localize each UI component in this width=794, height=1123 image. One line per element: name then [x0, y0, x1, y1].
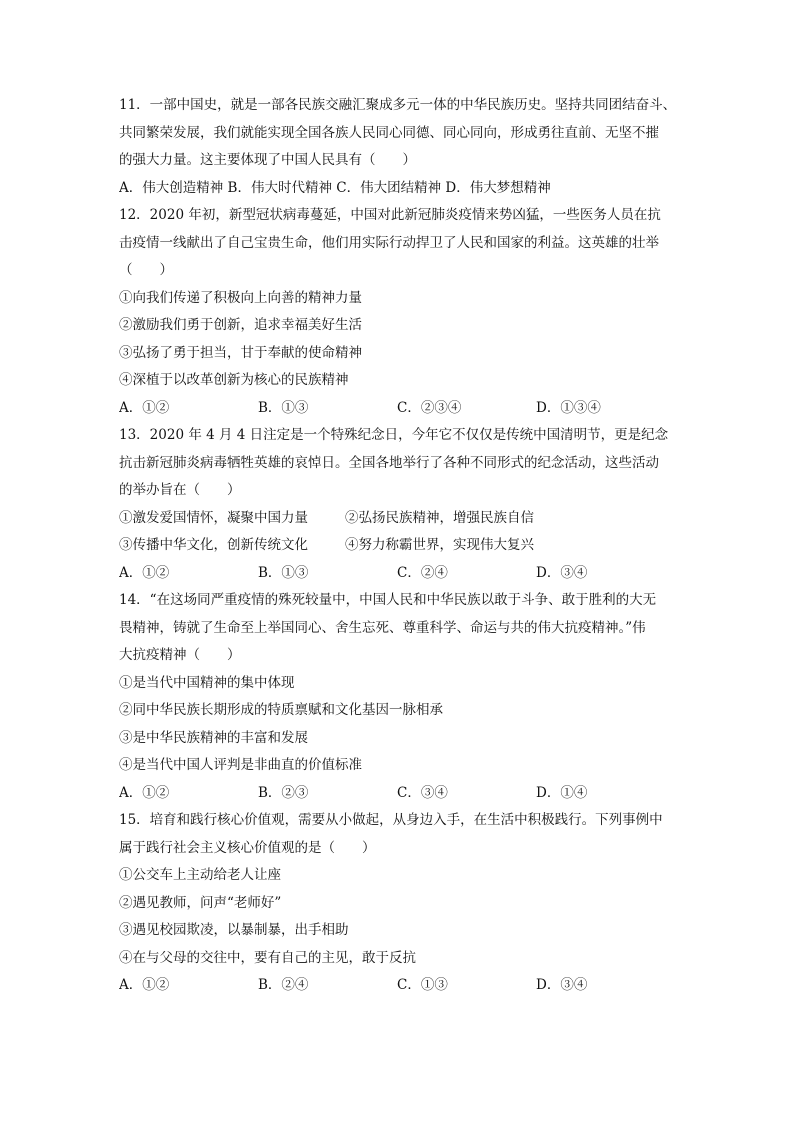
statement: ②激励我们勇于创新，追求幸福美好生活	[119, 317, 362, 333]
option-a: A．①②	[119, 784, 170, 801]
question-list	[119, 92, 699, 1000]
statement: ①是当代中国精神的集中体现	[119, 674, 295, 691]
question-stem-line: 共同繁荣发展，我们就能实现全国各族人民同心同德、同心同向，形成勇往直前、无坚不摧	[119, 124, 659, 141]
option-a: A．①②	[119, 977, 170, 993]
question-12	[119, 202, 699, 422]
question-stem-line: 属于践行社会主义核心价值观的是（ ）	[119, 839, 376, 856]
question-stem-line: 13．2020 年 4 月 4 日注定是一个特殊纪念日，今年它不仅仅是传统中国清明节，更是纪念	[119, 427, 669, 443]
statement-pair	[119, 505, 699, 533]
question-stem-line: 击疫情一线献出了自己宝贵生命，他们用实际行动捍卫了人民和国家的利益。这英雄的壮举	[119, 234, 659, 251]
option-b: B．①③	[258, 399, 309, 416]
statement: ④是当代中国人评判是非曲直的价值标准	[119, 757, 362, 773]
question-stem-line: 畏精神，铸就了生命至上举国同心、舍生忘死、尊重科学、命运与共的伟大抗疫精神。”伟	[119, 619, 646, 636]
statement: ②遇见教师，问声“老师好”	[119, 894, 282, 911]
options-row	[119, 395, 699, 423]
statement: ④在与父母的交往中，要有自己的主见，敢于反抗	[119, 949, 416, 966]
option-c: C．②③④	[397, 399, 462, 416]
option-c: C．③④	[397, 784, 448, 801]
option-d: D．③④	[536, 564, 588, 581]
statement: ③弘扬了勇于担当，甘于奉献的使命精神	[119, 344, 362, 361]
statement: ①激发爱国情怀，凝聚中国力量	[119, 509, 308, 526]
statement: ②同中华民族长期形成的特质禀赋和文化基因一脉相承	[119, 702, 443, 718]
statement: ③遇见校园欺凌，以暴制暴，出手相助	[119, 922, 349, 938]
question-stem-line: 抗击新冠肺炎病毒牺牲英雄的哀悼日。全国各地举行了各种不同形式的纪念活动，这些活动	[119, 454, 659, 471]
question-stem-line: 14．“在这场同严重疫情的殊死较量中，中国人民和中华民族以敢于斗争、敢于胜利的大无	[119, 592, 657, 608]
statement-pair	[119, 532, 699, 560]
statement: ④深植于以改革创新为核心的民族精神	[119, 372, 349, 388]
statement: ③传播中华文化，创新传统文化	[119, 537, 308, 553]
option-d: D．①③④	[536, 399, 601, 416]
statement: ④努力称霸世界，实现伟大复兴	[345, 537, 534, 553]
option-b: B．②④	[258, 977, 309, 993]
choice-line: A．伟大创造精神 B．伟大时代精神 C．伟大团结精神 D．伟大梦想精神	[119, 179, 551, 196]
statement: ①公交车上主动给老人让座	[119, 867, 281, 883]
option-a: A．①②	[119, 399, 170, 416]
option-c: C．②④	[397, 564, 448, 581]
question-stem-line: 11．一部中国史，就是一部各民族交融汇聚成多元一体的中华民族历史。坚持共同团结奋斗、	[119, 97, 677, 113]
option-a: A．①②	[119, 564, 170, 581]
question-stem-line: 15．培育和践行核心价值观，需要从小做起，从身边入手，在生活中积极践行。下列事例中	[119, 812, 663, 828]
option-b: B．②③	[258, 784, 309, 801]
statement: ③是中华民族精神的丰富和发展	[119, 729, 308, 746]
options-row	[119, 972, 699, 1000]
option-c: C．①③	[397, 977, 448, 993]
question-14	[119, 587, 699, 807]
options-row	[119, 560, 699, 588]
question-stem-line: 12．2020 年初，新型冠状病毒蔓延，中国对此新冠肺炎疫情来势凶猛，一些医务人员在抗	[119, 207, 661, 223]
question-stem-line: 的强大力量。这主要体现了中国人民具有（ ）	[119, 152, 416, 168]
question-stem-line: 大抗疫精神（ ）	[119, 647, 241, 663]
question-13	[119, 422, 699, 587]
options-row	[119, 780, 699, 808]
question-11	[119, 92, 699, 202]
option-b: B．①③	[258, 564, 309, 581]
option-d: D．①④	[536, 784, 588, 801]
question-stem-line: （ ）	[119, 262, 173, 278]
question-15	[119, 807, 699, 1000]
statement: ②弘扬民族精神，增强民族自信	[345, 509, 534, 526]
statement: ①向我们传递了积极向上向善的精神力量	[119, 289, 362, 306]
option-d: D．③④	[536, 977, 588, 993]
question-stem-line: 的举办旨在（ ）	[119, 482, 241, 498]
